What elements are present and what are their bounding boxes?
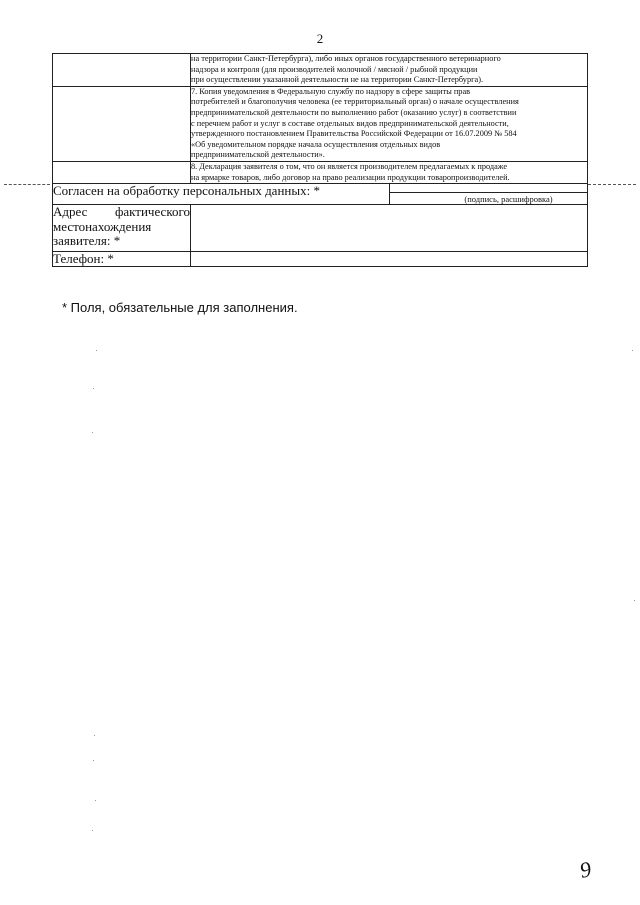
scan-dot (95, 800, 96, 801)
address-label-word1: Адрес (53, 204, 88, 220)
item8-text: 8. Декларация заявителя о том, что он является производителем предлагаемых к продаже на ярмарке товаров, либо договор на право реализации продукции товаропроизводителей. (191, 161, 588, 183)
address-label-line2: местонахождения (53, 218, 152, 234)
scan-artifact-line-left (4, 184, 50, 185)
address-label (53, 205, 191, 252)
required-fields-footnote: * Поля, обязательные для заполнения. (62, 300, 298, 315)
scan-dot (96, 350, 97, 351)
item8-row (53, 161, 588, 183)
phone-label: Телефон: * (53, 252, 191, 267)
application-form-table (52, 53, 588, 267)
scan-dot (93, 388, 94, 389)
empty-left-cell (53, 54, 191, 87)
scan-dot (634, 600, 635, 601)
consent-row (53, 184, 588, 205)
phone-row (53, 252, 588, 267)
scan-dot (92, 432, 93, 433)
phone-field[interactable] (191, 252, 588, 267)
scan-dot (92, 830, 93, 831)
signature-caption: (подпись, расшифровка) (464, 194, 553, 205)
page-number: 2 (316, 31, 324, 46)
empty-left-cell (53, 86, 191, 161)
address-label-line3: заявителя: * (53, 233, 121, 249)
address-row (53, 205, 588, 252)
item7-row (53, 86, 588, 161)
scan-dot (93, 760, 94, 761)
consent-signature-field[interactable] (390, 184, 588, 205)
address-field[interactable] (191, 205, 588, 252)
item6-tail-text: на территории Санкт-Петербурга), либо иных органов государственного ветеринарного надзора и контроля (для производителей молочной / мясной / рыбной продукции при осуществлении указанной деятельности не на территории Санкт-Петербурга). (191, 54, 588, 87)
scan-artifact-line-right (588, 184, 636, 185)
address-label-word2: фактического (114, 204, 190, 220)
handwritten-page-number: 9 (577, 856, 594, 883)
consent-label: Согласен на обработку персональных данных: * (53, 184, 390, 205)
scan-dot (632, 350, 633, 351)
item7-text: 7. Копия уведомления в Федеральную службу по надзору в сфере защиты прав потребителей и благополучия человека (ее территориальный орган) о начале осуществления предпринимательской деятельности по выполнению работ (оказанию услуг) в соответствии с перечнем работ и услуг в составе отдельных видов предпринимательской деятельности, утвержденного постановлением Правительства Российской Федерации от 16.07.2009 № 584 «Об уведомительном порядке начала осуществления отдельных видов предпринимательской деятельности». (191, 86, 588, 161)
empty-left-cell (53, 161, 191, 183)
signature-line (390, 184, 587, 193)
scan-dot (94, 735, 95, 736)
item6-row (53, 54, 588, 87)
